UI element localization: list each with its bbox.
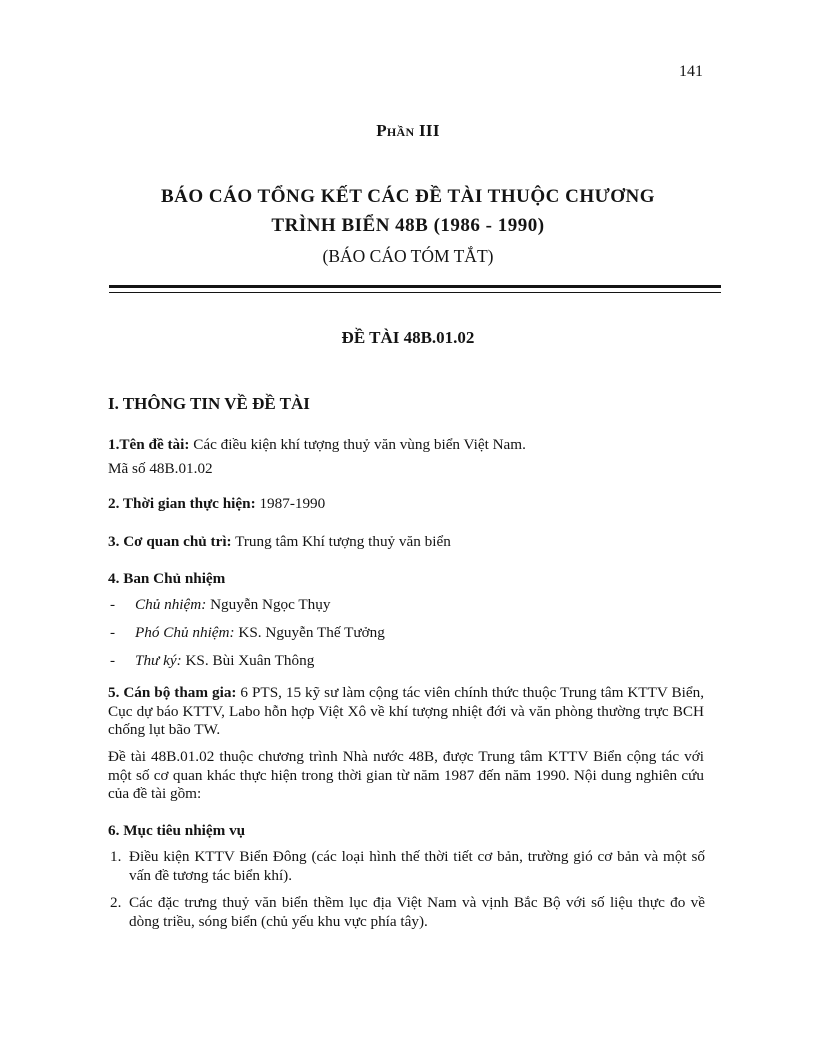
duration-line bbox=[108, 495, 325, 513]
committee-member bbox=[135, 652, 314, 670]
host-agency-label: 3. Cơ quan chủ trì: bbox=[108, 533, 232, 550]
project-name-label: 1.Tên đề tài: bbox=[108, 436, 190, 453]
objectives-heading: 6. Mục tiêu nhiệm vụ bbox=[108, 822, 246, 839]
member-role: Phó Chủ nhiệm: bbox=[135, 624, 235, 641]
host-agency-value: Trung tâm Khí tượng thuỷ văn biển bbox=[231, 533, 451, 550]
bullet-dash: - bbox=[110, 596, 116, 613]
intro-paragraph: Đề tài 48B.01.02 thuộc chương trình Nhà nước 48B, được Trung tâm KTTV Biển cộng tác với một số cơ quan khác thực hiện trong thời gian từ năm 1987 đến năm 1990. Nội dung nghiên cứu của đề tài gồm: bbox=[108, 748, 704, 802]
list-number: 2. bbox=[110, 894, 122, 911]
project-name-line bbox=[108, 436, 526, 454]
page-number: 141 bbox=[679, 63, 703, 80]
report-title-line-1: BÁO CÁO TỔNG KẾT CÁC ĐỀ TÀI THUỘC CHƯƠNG bbox=[160, 186, 656, 207]
member-name: KS. Bùi Xuân Thông bbox=[181, 652, 315, 669]
committee-heading: 4. Ban Chủ nhiệm bbox=[108, 570, 226, 587]
objective-item: Điều kiện KTTV Biển Đông (các loại hình thế thời tiết cơ bản, trường gió cơ bản và một số vấn đề tương tác biển khí). bbox=[129, 848, 705, 884]
member-role: Thư ký: bbox=[135, 652, 182, 669]
participants-paragraph bbox=[108, 684, 704, 740]
divider-thin bbox=[109, 292, 721, 293]
list-number: 1. bbox=[110, 848, 122, 865]
report-subtitle: (BÁO CÁO TÓM TẮT) bbox=[322, 246, 494, 266]
bullet-dash: - bbox=[110, 652, 116, 669]
participants-label: 5. Cán bộ tham gia: bbox=[108, 684, 237, 701]
section-heading: I. THÔNG TIN VỀ ĐỀ TÀI bbox=[108, 394, 310, 413]
topic-heading: ĐỀ TÀI 48B.01.02 bbox=[341, 328, 475, 347]
objective-item: Các đặc trưng thuỷ văn biển thềm lục địa Việt Nam và vịnh Bắc Bộ với số liệu thực đo về dòng triều, sóng biển (chủ yếu khu vực phía tây). bbox=[129, 894, 705, 930]
member-name: KS. Nguyễn Thế Tưởng bbox=[234, 624, 385, 641]
committee-member bbox=[135, 596, 330, 614]
duration-value: 1987-1990 bbox=[255, 495, 326, 512]
duration-label: 2. Thời gian thực hiện: bbox=[108, 495, 256, 512]
participants-value: 6 PTS, 15 kỹ sư làm cộng tác viên chính thức thuộc Trung tâm KTTV Biển, Cục dự báo KTTV, Labo hỗn hợp Việt Xô về khí tượng nhiệt đới và văn phòng thường trực BCH chống lụt bão TW. bbox=[108, 684, 704, 738]
project-code: Mã số 48B.01.02 bbox=[108, 460, 213, 477]
report-title-line-2: TRÌNH BIỂN 48B (1986 - 1990) bbox=[271, 215, 545, 236]
committee-member bbox=[135, 624, 385, 642]
project-name-value: Các điều kiện khí tượng thuỷ văn vùng biển Việt Nam. bbox=[189, 436, 526, 453]
bullet-dash: - bbox=[110, 624, 116, 641]
host-agency-line bbox=[108, 533, 451, 551]
divider-thick bbox=[109, 285, 721, 288]
part-heading: Phần III bbox=[376, 121, 440, 140]
member-role: Chủ nhiệm: bbox=[135, 596, 207, 613]
member-name: Nguyễn Ngọc Thụy bbox=[206, 596, 331, 613]
